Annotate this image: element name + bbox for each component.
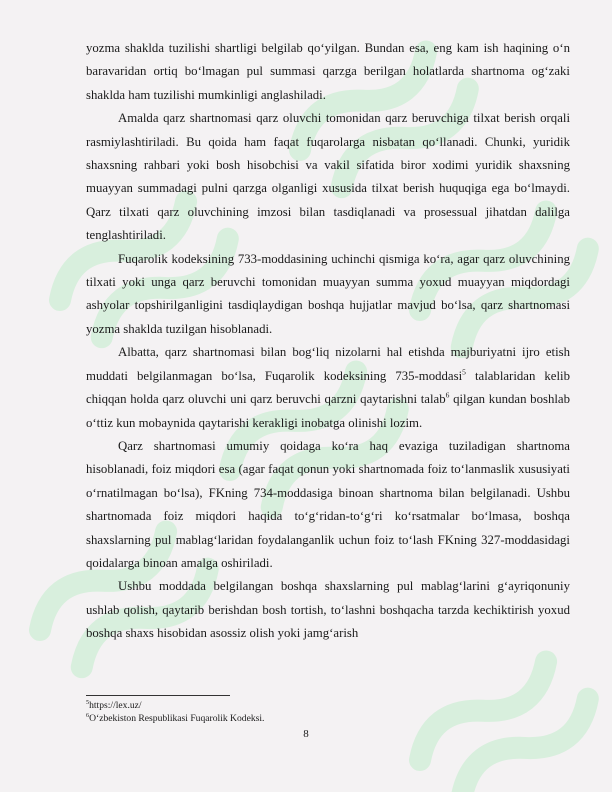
footnote-marker: 5 [86, 698, 90, 706]
paragraph-list [86, 37, 570, 646]
paragraph-text: Albatta, qarz shartnomasi bilan bog‘liq nizolarni hal etishda majburiyatni ijro etish muddati belgilanmagan bo‘lsa, Fuqarolik kodeksining 735-moddasi [86, 345, 570, 383]
footnote-reference: 6 [445, 390, 450, 400]
body-paragraph [86, 107, 570, 247]
footnote-marker: 6 [86, 711, 90, 719]
body-paragraph [86, 37, 570, 107]
footnote-divider [86, 695, 230, 696]
paragraph-text: talablaridan kelib chiqqan holda qarz oluvchi uni qarz beruvchi qarzni qaytarishni talab [86, 368, 570, 407]
footnote [86, 700, 546, 713]
footnote-text: O‘zbekiston Respublikasi Fuqarolik Kodeksi. [89, 712, 265, 724]
footnote [86, 713, 546, 726]
paragraph-text: Qarz shartnomasi umumiy qoidaga ko‘ra haq evaziga tuziladigan shartnoma hisoblanadi, foiz miqdori esa (agar faqat qonun yoki shartnomada foiz to‘lanmaslik xususiyati o‘rnatilmagan bo‘lsa), FKning 734-moddasiga binoan shartnoma bilan belgilanadi. Ushbu shartnomada foiz miqdori haqida to‘g‘ridan-to‘g‘ri ko‘rsatmalar bo‘lmasa, boshqa shaxslarning pul mablag‘laridan foydalanganlik uchun foiz to‘lash FKning 327-moddasidagi qoidalarga binoan amalga oshiriladi. [86, 438, 570, 570]
body-paragraph [86, 575, 570, 645]
body-paragraph [86, 435, 570, 575]
paragraph-text: yozma shaklda tuzilishi shartligi belgilab qo‘yilgan. Bundan esa, eng kam ish haqining o‘n baravaridan ortiq bo‘lmagan pul summasi qarzga berilgan holatlarda shartnoma og‘zaki shaklda ham tuzilishi mumkinligi anglashiladi. [86, 41, 570, 102]
paragraph-text: Amalda qarz shartnomasi qarz oluvchi tomonidan qarz beruvchiga tilxat berish orqali rasmiylashtiriladi. Bu qoida ham faqat fuqarolarga nisbatan qo‘llanadi. Chunki, yuridik shaxsning rahbari yoki bosh hisobchisi va vakil sifatida biror xodimi yuridik shaxsning muayyan summadagi pulni qarzga olganligi xususida tilxat berish huquqiga ega bo‘lmaydi. Qarz tilxati qarz oluvchining imzosi bilan tasdiqlanadi va prosessual jihatdan dalilga tenglashtiriladi. [86, 111, 570, 243]
body-paragraph [86, 341, 570, 435]
footnotes [86, 700, 546, 725]
footnote-reference: 5 [462, 367, 466, 377]
page-body [86, 37, 570, 646]
footnote-text: https://lex.uz/ [89, 700, 142, 711]
paragraph-text: Fuqarolik kodeksining 733-moddasining uchinchi qismiga ko‘ra, agar qarz oluvchining tilxati yoki unga qarz beruvchi tomonidan muayyan summa yoxud muayyan miqdordagi ashyolar topshirilganligini tasdiqlaydigan boshqa hujjatlar mavjud bo‘lsa, qarz shartnomasi yozma shaklda tuzilgan hisoblanadi. [86, 251, 570, 336]
paragraph-text: Ushbu moddada belgilangan boshqa shaxslarning pul mablag‘larini g‘ayriqonuniy ushlab qolish, qaytarib berishdan bosh tortish, to‘lashni boshqacha tarzda kechiktirish yoxud boshqa shaxs hisobidan asossiz olish yoki jamg‘arish [86, 579, 570, 641]
page-number: 8 [303, 728, 309, 740]
body-paragraph [86, 248, 570, 342]
paragraph-text: qilgan kundan boshlab o‘ttiz kun mobaynida qaytarishi kerakligi inobatga olinishi lozim. [86, 392, 570, 430]
